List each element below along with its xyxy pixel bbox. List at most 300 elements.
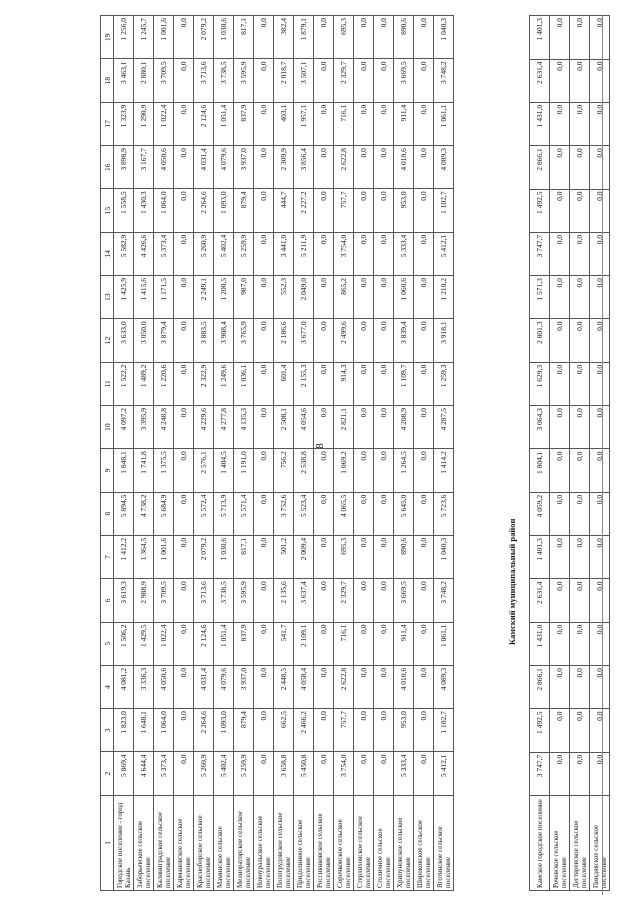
value-cell: 865,2 <box>334 276 354 319</box>
value-cell: 3 752,6 <box>274 492 294 535</box>
value-cell: 0,0 <box>314 362 334 405</box>
value-cell: 1 430,3 <box>134 189 154 232</box>
value-cell: 5 259,9 <box>234 752 254 795</box>
value-cell: 757,7 <box>334 709 354 752</box>
value-cell: 0,0 <box>374 16 394 59</box>
value-cell: 0,0 <box>414 362 434 405</box>
value-cell: 0,0 <box>254 276 274 319</box>
value-cell: 987,0 <box>234 276 254 319</box>
value-cell: 2 109,1 <box>294 622 314 665</box>
value-cell: 1 109,7 <box>394 362 414 405</box>
value-cell: 1 879,1 <box>294 16 314 59</box>
value-cell: 5 373,4 <box>154 752 174 795</box>
value-cell: 0,0 <box>254 102 274 145</box>
value-cell: 5 259,9 <box>234 232 254 275</box>
value-cell: 5 333,4 <box>394 232 414 275</box>
value-cell: 2 576,1 <box>194 449 214 492</box>
value-cell: 382,4 <box>274 16 294 59</box>
value-cell: 5 412,1 <box>434 232 454 275</box>
value-cell: 1 957,1 <box>294 102 314 145</box>
value-cell: 0,0 <box>374 535 394 578</box>
value-cell: 3 738,5 <box>214 59 234 102</box>
value-cell: 2 249,1 <box>194 276 214 319</box>
settlement-name: Маминское сельское поселение <box>214 795 234 890</box>
value-cell: 817,1 <box>234 535 254 578</box>
settlement-name: Кармановское сельское поселение <box>174 795 194 890</box>
value-cell: 3 064,3 <box>530 406 550 449</box>
value-cell: 0,0 <box>570 536 590 579</box>
value-cell: 1 102,7 <box>434 709 454 752</box>
column-header: 7 <box>101 535 114 578</box>
value-cell: 3 918,1 <box>434 319 454 362</box>
table-row <box>570 16 590 891</box>
value-cell: 2 264,6 <box>194 189 214 232</box>
value-cell: 0,0 <box>374 102 394 145</box>
value-cell: 0,0 <box>414 232 434 275</box>
value-cell: 1 001,6 <box>154 16 174 59</box>
value-cell: 1 064,0 <box>154 709 174 752</box>
value-cell: 911,4 <box>394 102 414 145</box>
value-cell: 5 869,4 <box>114 752 134 795</box>
value-cell: 2 049,0 <box>294 276 314 319</box>
value-cell: 0,0 <box>254 752 274 795</box>
value-cell: 4 059,2 <box>530 492 550 535</box>
value-cell: 0,0 <box>354 622 374 665</box>
value-cell: 0,0 <box>570 362 590 405</box>
value-cell: 4 089,3 <box>434 665 454 708</box>
value-cell: 0,0 <box>550 752 570 795</box>
column-header: 9 <box>101 449 114 492</box>
column-header: 15 <box>101 189 114 232</box>
value-cell: 1 030,6 <box>214 535 234 578</box>
value-cell: 0,0 <box>590 16 610 60</box>
value-cell: 662,5 <box>274 709 294 752</box>
table-row <box>194 16 214 891</box>
value-cell: 0,0 <box>254 59 274 102</box>
table-row <box>314 16 334 891</box>
value-cell: 4 050,6 <box>154 146 174 189</box>
value-cell: 2 322,9 <box>194 362 214 405</box>
value-cell: 0,0 <box>414 146 434 189</box>
value-cell: 0,0 <box>590 406 610 449</box>
value-cell: 1 093,0 <box>214 189 234 232</box>
value-cell: 0,0 <box>570 102 590 145</box>
value-cell: 0,0 <box>314 59 334 102</box>
value-cell: 3 937,0 <box>234 146 254 189</box>
value-cell: 2 309,9 <box>274 146 294 189</box>
value-cell: 0,0 <box>314 665 334 708</box>
value-cell: 0,0 <box>570 579 590 622</box>
value-cell: 4 287,5 <box>434 405 454 448</box>
value-cell: 0,0 <box>374 622 394 665</box>
value-cell: 0,0 <box>354 449 374 492</box>
value-cell: 0,0 <box>314 16 334 59</box>
value-cell: 0,0 <box>254 405 274 448</box>
value-cell: 4 135,3 <box>234 405 254 448</box>
value-cell: 3 633,0 <box>114 319 134 362</box>
settlement-name: Придолинное сельское поселение <box>294 795 314 890</box>
value-cell: 0,0 <box>354 276 374 319</box>
table-row <box>134 16 154 891</box>
value-cell: 0,0 <box>174 752 194 795</box>
value-cell: 3 883,5 <box>194 319 214 362</box>
column-header: 4 <box>101 665 114 708</box>
value-cell: 4 738,2 <box>134 492 154 535</box>
column-header: 16 <box>101 146 114 189</box>
value-cell: 3 167,7 <box>134 146 154 189</box>
value-cell: 0,0 <box>354 492 374 535</box>
value-cell: 2 508,1 <box>274 405 294 448</box>
value-cell: 0,0 <box>570 59 590 102</box>
value-cell: 4 031,4 <box>194 665 214 708</box>
value-cell: 0,0 <box>314 449 334 492</box>
value-cell: 5 450,8 <box>294 752 314 795</box>
value-cell: 1 823,0 <box>114 709 134 752</box>
value-cell: 5 260,9 <box>194 752 214 795</box>
kamsky-district-table <box>529 15 610 891</box>
page-bottom-line <box>602 15 603 895</box>
value-cell: 4 050,6 <box>154 665 174 708</box>
table-row <box>234 16 254 891</box>
value-cell: 953,0 <box>394 709 414 752</box>
value-cell: 0,0 <box>174 16 194 59</box>
value-cell: 0,0 <box>570 189 590 232</box>
value-cell: 5 211,9 <box>294 232 314 275</box>
value-cell: 3 463,1 <box>114 59 134 102</box>
value-cell: 0,0 <box>590 666 610 709</box>
value-cell: 0,0 <box>374 449 394 492</box>
value-cell: 0,0 <box>354 319 374 362</box>
value-cell: 3 713,6 <box>194 579 214 622</box>
value-cell: 1 191,0 <box>234 449 254 492</box>
value-cell: 5 684,9 <box>154 492 174 535</box>
value-cell: 0,0 <box>414 276 434 319</box>
value-cell: 0,0 <box>374 232 394 275</box>
value-cell: 1 431,0 <box>530 622 550 665</box>
value-cell: 3 898,9 <box>114 146 134 189</box>
value-cell: 1 102,7 <box>434 189 454 232</box>
value-cell: 716,1 <box>334 102 354 145</box>
value-cell: 0,0 <box>314 752 334 795</box>
value-cell: 756,2 <box>274 449 294 492</box>
value-cell: 3 839,4 <box>394 319 414 362</box>
value-cell: 890,6 <box>394 535 414 578</box>
value-cell: 0,0 <box>550 406 570 449</box>
value-cell: 879,4 <box>234 709 254 752</box>
value-cell: 0,0 <box>590 102 610 145</box>
value-cell: 0,0 <box>590 622 610 665</box>
value-cell: 1 259,3 <box>434 362 454 405</box>
value-cell: 2 538,8 <box>294 449 314 492</box>
rotated-page <box>92 15 612 895</box>
value-cell: 4 277,8 <box>214 405 234 448</box>
value-cell: 5 723,6 <box>434 492 454 535</box>
value-cell: 0,0 <box>354 189 374 232</box>
value-cell: 2 499,6 <box>334 319 354 362</box>
value-cell: 3 677,0 <box>294 319 314 362</box>
value-cell: 0,0 <box>550 102 570 145</box>
value-cell: 0,0 <box>590 492 610 535</box>
value-cell: 4 644,4 <box>134 752 154 795</box>
value-cell: 0,0 <box>414 189 434 232</box>
value-cell: 0,0 <box>254 232 274 275</box>
value-cell: 0,0 <box>314 232 334 275</box>
value-cell: 1 249,6 <box>214 362 234 405</box>
district-subtitle: Камский муниципальный район <box>507 518 517 645</box>
value-cell: 4 010,6 <box>394 665 414 708</box>
value-cell: 0,0 <box>254 665 274 708</box>
value-cell: 1 060,6 <box>394 276 414 319</box>
settlement-name: Широковское сельское поселение <box>414 795 434 890</box>
value-cell: 0,0 <box>254 492 274 535</box>
value-cell: 0,0 <box>590 579 610 622</box>
value-cell: 695,3 <box>334 535 354 578</box>
settlement-name: Яготинское сельское поселение <box>434 795 454 890</box>
value-cell: 1 425,9 <box>114 276 134 319</box>
value-cell: 0,0 <box>254 146 274 189</box>
value-cell: 3 879,4 <box>154 319 174 362</box>
value-cell: 3 669,5 <box>394 579 414 622</box>
value-cell: 0,0 <box>174 232 194 275</box>
value-cell: 1 051,4 <box>214 622 234 665</box>
value-cell: 0,0 <box>570 406 590 449</box>
value-cell: 1 069,2 <box>334 449 354 492</box>
settlement-name: Пологрудовское сельское поселение <box>274 795 294 890</box>
value-cell: 1 648,1 <box>134 709 154 752</box>
value-cell: 2 801,3 <box>530 319 550 362</box>
value-cell: 403,1 <box>274 102 294 145</box>
table-row <box>214 16 234 891</box>
value-cell: 1 522,2 <box>114 362 134 405</box>
value-cell: 1 848,1 <box>114 449 134 492</box>
value-cell: 1 741,8 <box>134 449 154 492</box>
value-cell: 1 093,0 <box>214 709 234 752</box>
value-cell: 0,0 <box>414 16 434 59</box>
settlement-name: Рочевское сельское поселение <box>550 796 570 891</box>
value-cell: 0,0 <box>570 146 590 189</box>
column-header: 17 <box>101 102 114 145</box>
value-cell: 0,0 <box>570 492 590 535</box>
value-cell: 0,0 <box>314 405 334 448</box>
value-cell: 0,0 <box>414 59 434 102</box>
value-cell: 3 754,0 <box>334 752 354 795</box>
table-row <box>174 16 194 891</box>
value-cell: 3 658,8 <box>274 752 294 795</box>
value-cell: 5 523,4 <box>294 492 314 535</box>
table-row <box>590 16 610 891</box>
table-row <box>550 16 570 891</box>
value-cell: 0,0 <box>550 579 570 622</box>
value-cell: 0,0 <box>254 535 274 578</box>
settlement-name: Калиниградское сельское поселение <box>154 795 174 890</box>
value-cell: 0,0 <box>590 752 610 795</box>
table-header-row <box>101 16 114 891</box>
value-cell: 2 631,4 <box>530 579 550 622</box>
settlement-name: Столичное сельское поселение <box>374 795 394 890</box>
value-cell: 1 492,5 <box>530 709 550 752</box>
value-cell: 1 051,4 <box>214 102 234 145</box>
value-cell: 0,0 <box>314 492 334 535</box>
value-cell: 0,0 <box>590 232 610 275</box>
value-cell: 2 227,2 <box>294 189 314 232</box>
value-cell: 1 264,5 <box>394 449 414 492</box>
value-cell: 3 747,7 <box>530 752 550 795</box>
value-cell: 0,0 <box>354 232 374 275</box>
value-cell: 1 414,2 <box>434 449 454 492</box>
value-cell: 0,0 <box>314 622 334 665</box>
value-cell: 0,0 <box>374 579 394 622</box>
value-cell: 0,0 <box>174 579 194 622</box>
value-cell: 4 079,6 <box>214 665 234 708</box>
value-cell: 0,0 <box>570 622 590 665</box>
value-cell: 2 124,6 <box>194 102 214 145</box>
value-cell: 0,0 <box>254 622 274 665</box>
value-cell: 0,0 <box>314 709 334 752</box>
settlement-name: Новоуральское сельское поселение <box>254 795 274 890</box>
value-cell: 0,0 <box>354 579 374 622</box>
value-cell: 3 738,5 <box>214 579 234 622</box>
value-cell: 0,0 <box>414 319 434 362</box>
value-cell: 0,0 <box>354 146 374 189</box>
value-cell: 2 466,2 <box>294 709 314 752</box>
value-cell: 5 894,5 <box>114 492 134 535</box>
table-row <box>354 16 374 891</box>
value-cell: 0,0 <box>590 362 610 405</box>
value-cell: 3 765,9 <box>234 319 254 362</box>
value-cell: 890,6 <box>394 16 414 59</box>
settlement-name: Сорочковское сельское поселение <box>334 795 354 890</box>
value-cell: 444,7 <box>274 189 294 232</box>
value-cell: 5 412,1 <box>434 752 454 795</box>
value-cell: 1 404,5 <box>214 449 234 492</box>
value-cell: 2 821,1 <box>334 405 354 448</box>
settlements-table <box>100 15 454 891</box>
value-cell: 0,0 <box>254 362 274 405</box>
value-cell: 1 256,0 <box>114 16 134 59</box>
value-cell: 0,0 <box>570 319 590 362</box>
page-number: 8 <box>314 443 326 449</box>
value-cell: 0,0 <box>550 536 570 579</box>
value-cell: 0,0 <box>254 579 274 622</box>
value-cell: 2 264,6 <box>194 709 214 752</box>
value-cell: 5 571,4 <box>234 492 254 535</box>
value-cell: 5 402,4 <box>214 232 234 275</box>
value-cell: 757,7 <box>334 189 354 232</box>
value-cell: 0,0 <box>254 319 274 362</box>
value-cell: 0,0 <box>374 276 394 319</box>
value-cell: 1 290,9 <box>134 102 154 145</box>
value-cell: 2 631,4 <box>530 59 550 102</box>
value-cell: 0,0 <box>414 709 434 752</box>
value-cell: 2 079,2 <box>194 535 214 578</box>
settlement-name: Камское городское поселение <box>530 796 550 891</box>
table-row <box>294 16 314 891</box>
value-cell: 953,0 <box>394 189 414 232</box>
value-cell: 0,0 <box>354 709 374 752</box>
value-cell: 1 036,1 <box>234 362 254 405</box>
value-cell: 0,0 <box>374 709 394 752</box>
value-cell: 0,0 <box>570 709 590 752</box>
value-cell: 0,0 <box>590 536 610 579</box>
value-cell: 4 229,6 <box>194 405 214 448</box>
value-cell: 0,0 <box>174 709 194 752</box>
value-cell: 0,0 <box>354 535 374 578</box>
settlement-name: Хрипуновское сельское поселение <box>394 795 414 890</box>
value-cell: 2 988,9 <box>134 579 154 622</box>
settlement-name: Заборьевское сельское поселение <box>134 795 154 890</box>
value-cell: 0,0 <box>414 579 434 622</box>
value-cell: 911,4 <box>394 622 414 665</box>
value-cell: 5 713,9 <box>214 492 234 535</box>
column-header: 10 <box>101 405 114 448</box>
value-cell: 0,0 <box>550 622 570 665</box>
value-cell: 0,0 <box>550 709 570 752</box>
value-cell: 1 064,0 <box>154 189 174 232</box>
value-cell: 2 124,6 <box>194 622 214 665</box>
value-cell: 0,0 <box>374 146 394 189</box>
value-cell: 0,0 <box>354 665 374 708</box>
value-cell: 0,0 <box>174 189 194 232</box>
value-cell: 4 089,3 <box>434 146 454 189</box>
value-cell: 1 804,1 <box>530 449 550 492</box>
value-cell: 5 582,9 <box>114 232 134 275</box>
value-cell: 0,0 <box>414 622 434 665</box>
value-cell: 0,0 <box>550 276 570 319</box>
value-cell: 0,0 <box>354 102 374 145</box>
value-cell: 0,0 <box>550 189 570 232</box>
value-cell: 5 572,4 <box>194 492 214 535</box>
value-cell: 3 748,2 <box>434 59 454 102</box>
value-cell: 3 747,7 <box>530 232 550 275</box>
value-cell: 2 135,6 <box>274 579 294 622</box>
value-cell: 0,0 <box>550 59 570 102</box>
settlement-name: Пиндявское сельское поселение <box>590 796 610 891</box>
value-cell: 0,0 <box>374 752 394 795</box>
table-row <box>154 16 174 891</box>
value-cell: 0,0 <box>314 579 334 622</box>
value-cell: 1 401,3 <box>530 536 550 579</box>
table-row <box>374 16 394 891</box>
value-cell: 837,9 <box>234 622 254 665</box>
value-cell: 1 364,5 <box>134 535 154 578</box>
value-cell: 5 645,0 <box>394 492 414 535</box>
value-cell: 0,0 <box>254 16 274 59</box>
value-cell: 914,3 <box>334 362 354 405</box>
value-cell: 0,0 <box>414 535 434 578</box>
value-cell: 541,7 <box>274 622 294 665</box>
value-cell: 837,9 <box>234 102 254 145</box>
value-cell: 716,1 <box>334 622 354 665</box>
value-cell: 4 010,6 <box>394 146 414 189</box>
value-cell: 1 040,3 <box>434 16 454 59</box>
value-cell: 3 395,9 <box>134 405 154 448</box>
value-cell: 0,0 <box>354 362 374 405</box>
value-cell: 552,3 <box>274 276 294 319</box>
table-row <box>114 16 134 891</box>
value-cell: 0,0 <box>414 405 434 448</box>
value-cell: 3 336,3 <box>134 665 154 708</box>
value-cell: 4 426,6 <box>134 232 154 275</box>
value-cell: 0,0 <box>414 449 434 492</box>
value-cell: 0,0 <box>354 59 374 102</box>
value-cell: 0,0 <box>550 16 570 60</box>
value-cell: 2 009,4 <box>294 535 314 578</box>
value-cell: 1 245,7 <box>134 16 154 59</box>
value-cell: 0,0 <box>590 449 610 492</box>
column-header: 19 <box>101 16 114 59</box>
value-cell: 1 375,5 <box>154 449 174 492</box>
value-cell: 0,0 <box>174 535 194 578</box>
